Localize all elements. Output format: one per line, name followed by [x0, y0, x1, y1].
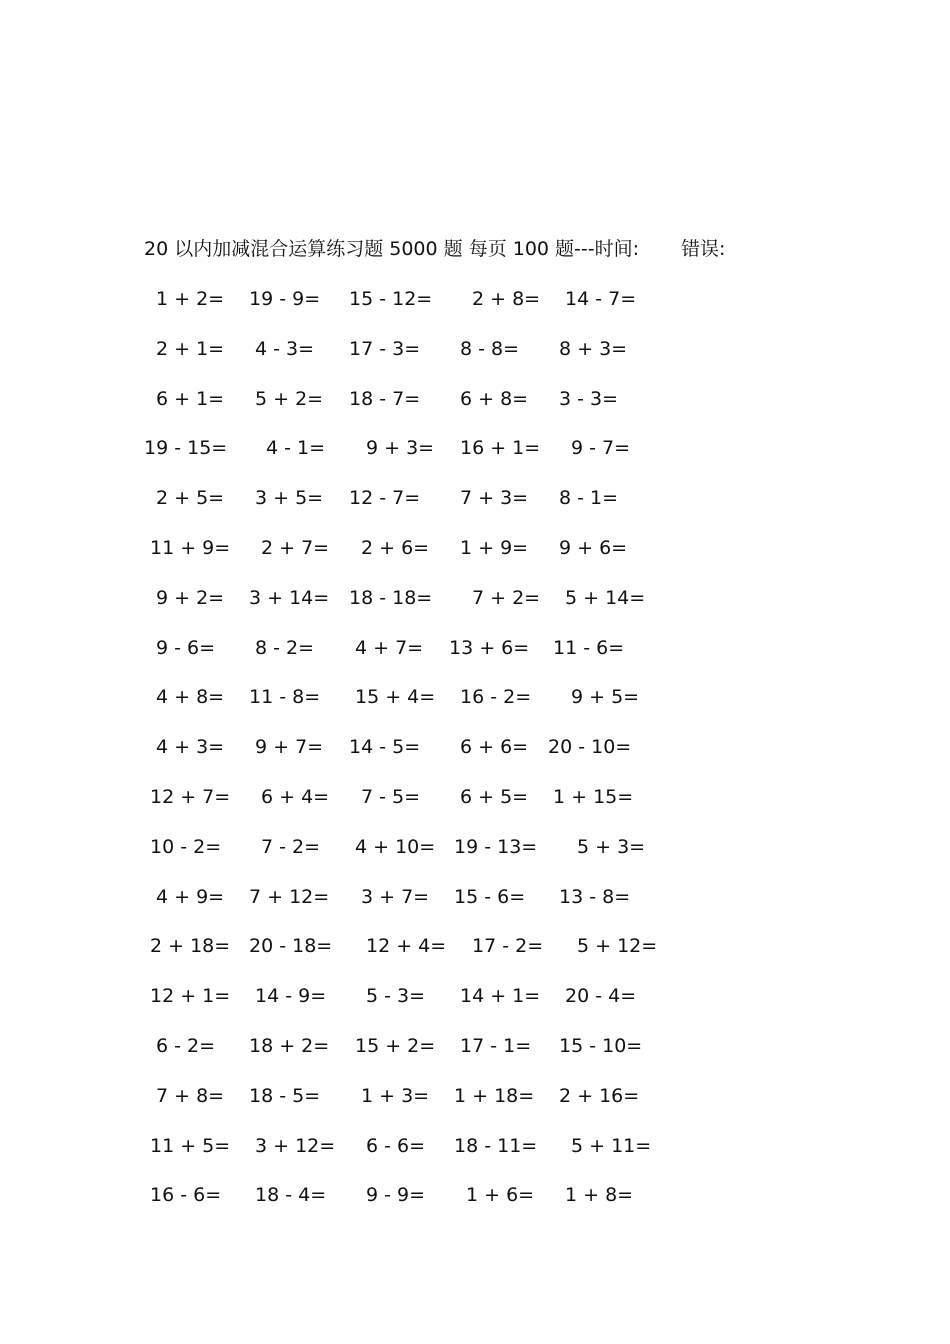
- problem-item: 9 - 7=: [571, 437, 631, 459]
- problem-item: 16 + 1=: [460, 437, 541, 459]
- problem-item: 15 + 2=: [355, 1035, 436, 1057]
- problem-item: 3 - 3=: [559, 388, 619, 410]
- problem-item: 5 - 3=: [366, 985, 426, 1007]
- problem-item: 17 - 2=: [472, 935, 544, 957]
- problem-item: 18 - 11=: [454, 1135, 538, 1157]
- problem-item: 14 + 1=: [460, 985, 541, 1007]
- problem-item: 5 + 2=: [255, 388, 324, 410]
- problem-item: 8 - 1=: [559, 487, 619, 509]
- problem-item: 8 + 3=: [559, 338, 628, 360]
- problem-item: 20 - 18=: [249, 935, 333, 957]
- problem-item: 19 - 13=: [454, 836, 538, 858]
- problem-item: 7 - 5=: [361, 786, 421, 808]
- problem-item: 7 + 2=: [472, 587, 541, 609]
- problem-item: 2 + 8=: [472, 288, 541, 310]
- problem-item: 9 - 6=: [156, 637, 216, 659]
- problem-item: 5 + 3=: [577, 836, 646, 858]
- problem-item: 6 + 1=: [156, 388, 225, 410]
- problem-item: 7 + 8=: [156, 1085, 225, 1107]
- problem-item: 2 + 5=: [156, 487, 225, 509]
- problem-item: 18 - 5=: [249, 1085, 321, 1107]
- problem-item: 1 + 8=: [565, 1184, 634, 1206]
- problem-item: 10 - 2=: [150, 836, 222, 858]
- problem-item: 2 + 7=: [261, 537, 330, 559]
- errors-label: 错误:: [681, 238, 726, 260]
- problem-item: 18 - 18=: [349, 587, 433, 609]
- problem-item: 6 - 2=: [156, 1035, 216, 1057]
- problem-item: 9 + 3=: [366, 437, 435, 459]
- problem-item: 2 + 1=: [156, 338, 225, 360]
- problem-item: 20 - 4=: [565, 985, 637, 1007]
- problem-item: 4 + 10=: [355, 836, 436, 858]
- problem-item: 12 + 4=: [366, 935, 447, 957]
- problem-item: 13 + 6=: [449, 637, 530, 659]
- problem-item: 1 + 6=: [466, 1184, 535, 1206]
- problem-item: 6 - 6=: [366, 1135, 426, 1157]
- problem-item: 12 - 7=: [349, 487, 421, 509]
- problem-item: 3 + 7=: [361, 886, 430, 908]
- problem-item: 17 - 1=: [460, 1035, 532, 1057]
- problem-item: 4 + 3=: [156, 736, 225, 758]
- problem-item: 19 - 15=: [144, 437, 228, 459]
- problem-item: 6 + 5=: [460, 786, 529, 808]
- problem-item: 11 + 9=: [150, 537, 231, 559]
- problem-item: 1 + 3=: [361, 1085, 430, 1107]
- problem-item: 19 - 9=: [249, 288, 321, 310]
- problem-item: 7 - 2=: [261, 836, 321, 858]
- problem-item: 4 - 1=: [266, 437, 326, 459]
- problem-item: 2 + 16=: [559, 1085, 640, 1107]
- problem-item: 13 - 8=: [559, 886, 631, 908]
- problem-item: 14 - 5=: [349, 736, 421, 758]
- problem-item: 14 - 9=: [255, 985, 327, 1007]
- problem-item: 15 + 4=: [355, 686, 436, 708]
- problem-item: 5 + 12=: [577, 935, 658, 957]
- problem-item: 1 + 18=: [454, 1085, 535, 1107]
- problem-item: 3 + 5=: [255, 487, 324, 509]
- problem-item: 6 + 4=: [261, 786, 330, 808]
- problem-item: 9 - 9=: [366, 1184, 426, 1206]
- worksheet-title: 20 以内加减混合运算练习题 5000 题 每页 100 题---时间:: [144, 238, 640, 260]
- problem-item: 1 + 2=: [156, 288, 225, 310]
- problem-item: 8 - 2=: [255, 637, 315, 659]
- problem-item: 11 + 5=: [150, 1135, 231, 1157]
- problem-item: 15 - 6=: [454, 886, 526, 908]
- problem-item: 4 - 3=: [255, 338, 315, 360]
- problem-item: 3 + 12=: [255, 1135, 336, 1157]
- problem-item: 16 - 2=: [460, 686, 532, 708]
- problem-item: 11 - 8=: [249, 686, 321, 708]
- problem-item: 16 - 6=: [150, 1184, 222, 1206]
- problem-item: 14 - 7=: [565, 288, 637, 310]
- problem-item: 2 + 6=: [361, 537, 430, 559]
- problem-item: 1 + 15=: [553, 786, 634, 808]
- problem-item: 9 + 6=: [559, 537, 628, 559]
- problem-item: 8 - 8=: [460, 338, 520, 360]
- problem-item: 18 + 2=: [249, 1035, 330, 1057]
- problem-item: 12 + 7=: [150, 786, 231, 808]
- problem-item: 4 + 7=: [355, 637, 424, 659]
- problem-item: 6 + 8=: [460, 388, 529, 410]
- problem-item: 15 - 12=: [349, 288, 433, 310]
- problem-item: 15 - 10=: [559, 1035, 643, 1057]
- problem-item: 5 + 11=: [571, 1135, 652, 1157]
- problem-item: 7 + 3=: [460, 487, 529, 509]
- problem-item: 18 - 7=: [349, 388, 421, 410]
- problem-item: 9 + 5=: [571, 686, 640, 708]
- problem-item: 17 - 3=: [349, 338, 421, 360]
- problem-item: 5 + 14=: [565, 587, 646, 609]
- problem-item: 7 + 12=: [249, 886, 330, 908]
- problem-item: 6 + 6=: [460, 736, 529, 758]
- problem-item: 1 + 9=: [460, 537, 529, 559]
- problem-item: 18 - 4=: [255, 1184, 327, 1206]
- problem-item: 2 + 18=: [150, 935, 231, 957]
- problem-item: 12 + 1=: [150, 985, 231, 1007]
- problem-item: 9 + 2=: [156, 587, 225, 609]
- problem-item: 4 + 8=: [156, 686, 225, 708]
- problem-item: 9 + 7=: [255, 736, 324, 758]
- problem-item: 20 - 10=: [548, 736, 632, 758]
- problem-item: 11 - 6=: [553, 637, 625, 659]
- problem-item: 4 + 9=: [156, 886, 225, 908]
- problem-item: 3 + 14=: [249, 587, 330, 609]
